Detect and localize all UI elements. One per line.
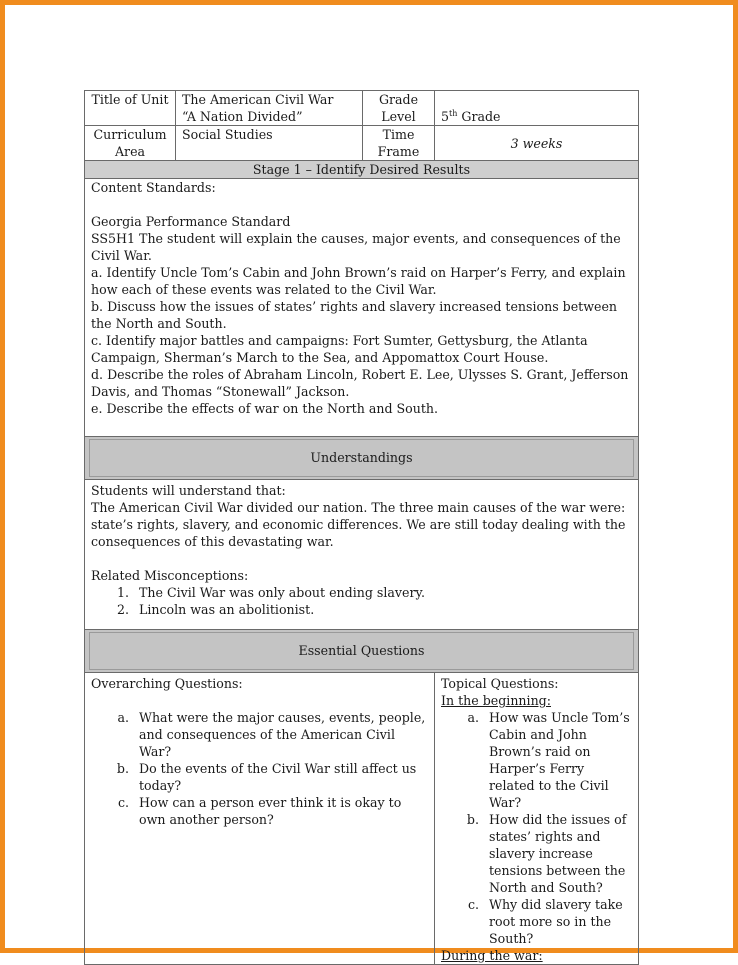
overarching-list [91,709,428,828]
list-item: 2. Lincoln was an abolitionist. [133,601,632,618]
list-item: 1. The Civil War was only about ending slavery. [133,584,632,601]
time-label: Time Frame [363,126,435,161]
time-value: 3 weeks [435,126,639,161]
standard-item-c: c. Identify major battles and campaigns: Fort Sumter, Gettysburg, the Atlanta Campaign, Sherman’s March to the Sea, and Appomattox Court House. [91,333,588,365]
curriculum-label: Curriculum Area [85,126,176,161]
standard-item-b: b. Discuss how the issues of states’ rights and slavery increased tensions between the North and South. [91,299,618,331]
standard-item-d: d. Describe the roles of Abraham Lincoln, Robert E. Lee, Ulysses S. Grant, Jefferson Davis, and Thomas “Stonewall” Jackson. [91,367,629,399]
topical-label: Topical Questions: [441,676,559,691]
misconceptions-list [91,584,632,618]
standard-item-a: a. Identify Uncle Tom’s Cabin and John Brown’s raid on Harper’s Ferry, and explain how each of these events was related to the Civil War. [91,265,626,297]
understandings-intro: Students will understand that: [91,483,286,498]
curriculum-value: Social Studies [176,126,363,161]
topical-list [441,709,632,947]
essential-questions-heading: Essential Questions [85,630,639,673]
unit-plan-table [84,90,639,965]
list-item: a. What were the major causes, events, people, and consequences of the American Civil War? [133,709,428,760]
grade-label: Grade Level [363,91,435,126]
standard-main: SS5H1 The student will explain the causes, major events, and consequences of the Civil War. [91,231,621,263]
overarching-label: Overarching Questions: [91,676,243,691]
during-label: During the war: [441,948,543,963]
title-label: Title of Unit [85,91,176,126]
standard-title: Georgia Performance Standard [91,214,291,229]
stage1-heading: Stage 1 – Identify Desired Results [85,161,639,179]
standard-item-e: e. Describe the effects of war on the North and South. [91,401,439,416]
content-standards-cell [85,179,639,437]
list-item: a. How was Uncle Tom’s Cabin and John Brown’s raid on Harper’s Ferry related to the Civil War? [483,709,632,811]
list-item: b. Do the events of the Civil War still affect us today? [133,760,428,794]
content-standards-label: Content Standards: [91,180,216,195]
grade-value: 5th Grade [435,91,639,126]
understandings-body: The American Civil War divided our nation. The three main causes of the war were: state’s rights, slavery, and economic differences. We are still today dealing with the consequences of this devastating war. [91,500,626,549]
curriculum-row [85,126,639,161]
list-item: c. How can a person ever think it is okay to own another person? [133,794,428,828]
title-row [85,91,639,126]
list-item: c. Why did slavery take root more so in the South? [483,896,632,947]
misconceptions-label: Related Misconceptions: [91,568,249,583]
title-value: The American Civil War “A Nation Divided” [176,91,363,126]
overarching-cell [85,673,435,965]
understandings-heading: Understandings [85,437,639,480]
understandings-cell [85,480,639,630]
list-item: b. How did the issues of states’ rights and slavery increase tensions between the North and South? [483,811,632,896]
beginning-label: In the beginning: [441,693,551,708]
topical-cell [435,673,639,965]
